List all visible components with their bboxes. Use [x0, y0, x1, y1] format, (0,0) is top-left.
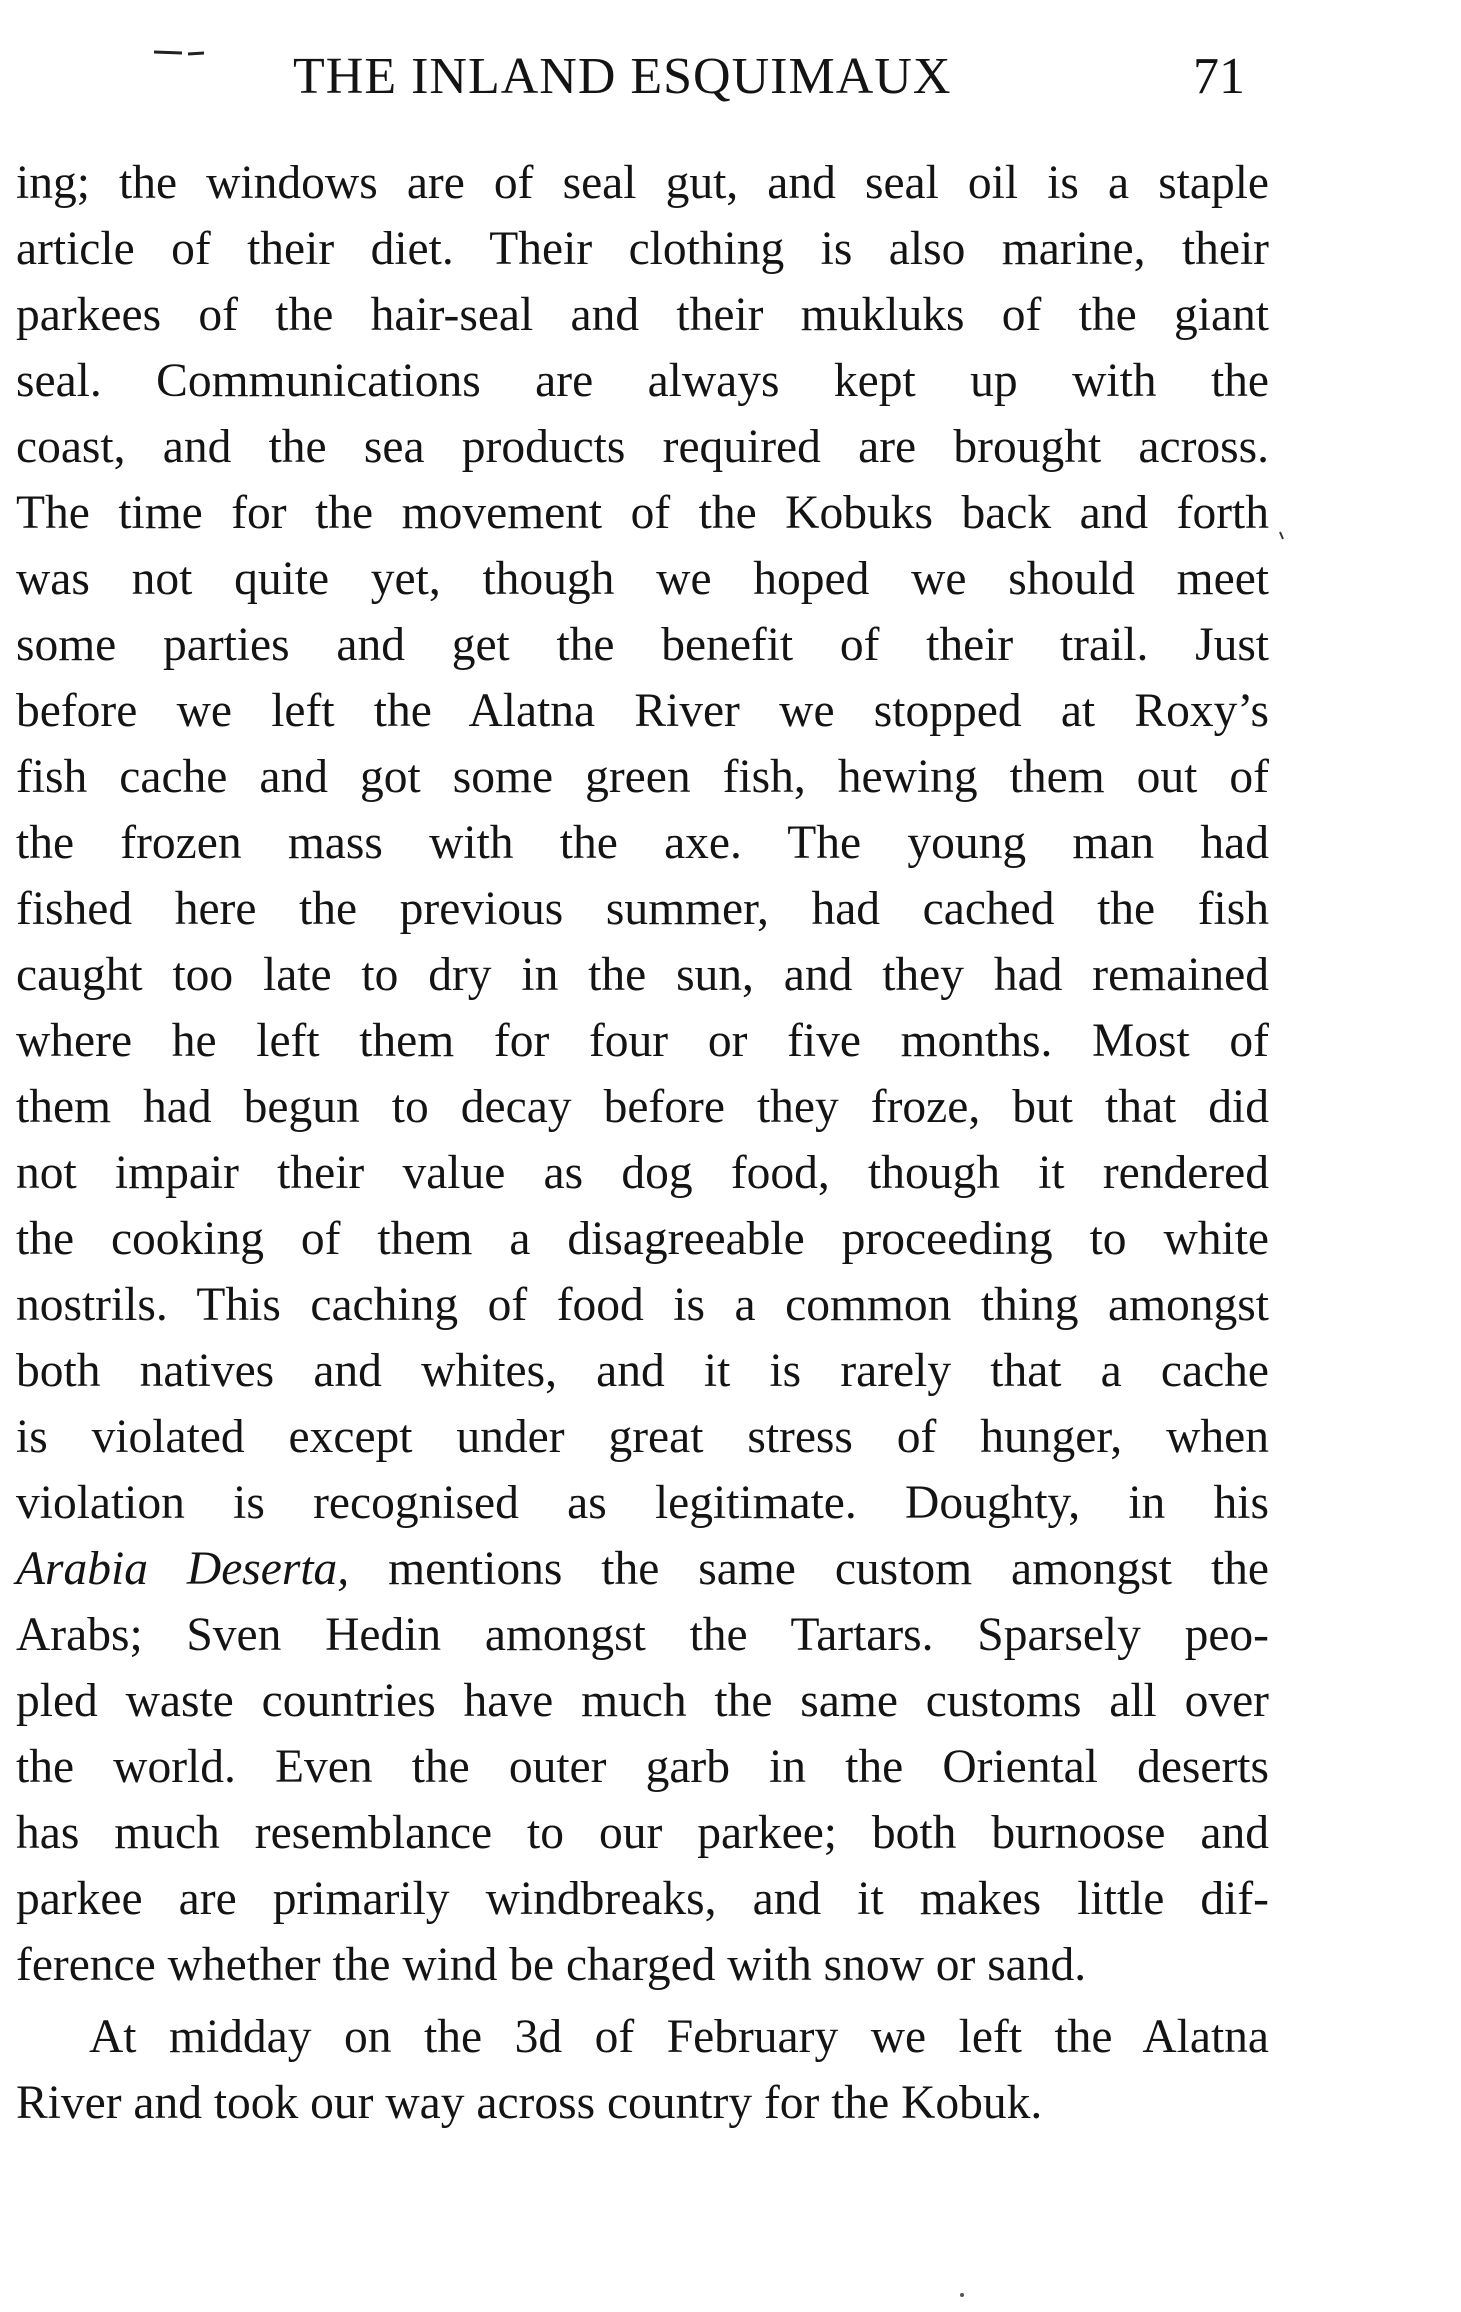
text-line: is violated except under great stress of hunger, when [16, 1411, 1269, 1463]
page-number: 71 [1193, 48, 1245, 105]
text-line: not impair their value as dog food, though it rendered [16, 1147, 1269, 1199]
text-line: both natives and whites, and it is rarely that a cache [16, 1345, 1269, 1397]
text-line: some parties and get the benefit of their trail. Just [16, 619, 1269, 671]
text-line: parkee are primarily windbreaks, and it makes little dif- [16, 1873, 1269, 1925]
text-line: where he left them for four or five months. Most of [16, 1015, 1269, 1067]
page-header [0, 42, 1461, 112]
text-line: coast, and the sea products required are brought across. [16, 421, 1269, 473]
text-line: Arabs; Sven Hedin amongst the Tartars. Sparsely peo- [16, 1609, 1269, 1661]
text-line: River and took our way across country for the Kobuk. [16, 2077, 1043, 2129]
text-line: fished here the previous summer, had cached the fish [16, 883, 1269, 935]
text-line: them had begun to decay before they froze, but that did [16, 1081, 1269, 1133]
stray-mark [1278, 530, 1286, 542]
text-line: seal. Communications are always kept up with the [16, 355, 1269, 407]
text-line: has much resemblance to our parkee; both burnoose and [16, 1807, 1269, 1859]
body-text [16, 150, 1269, 2136]
text-line: article of their diet. Their clothing is also marine, their [16, 223, 1269, 275]
text-line: ing; the windows are of seal gut, and seal oil is a staple [16, 157, 1269, 209]
text-line-with-italic-title [16, 1536, 1269, 1602]
stray-dot [958, 2290, 966, 2300]
text-line: violation is recognised as legitimate. Doughty, in his [16, 1477, 1269, 1529]
text-line: nostrils. This caching of food is a common thing amongst [16, 1279, 1269, 1331]
text-line: pled waste countries have much the same customs all over [16, 1675, 1269, 1727]
text-line: ference whether the wind be charged with snow or sand. [16, 1939, 1087, 1991]
text-line: parkees of the hair-seal and their mukluks of the giant [16, 289, 1269, 341]
text-line: the frozen mass with the axe. The young man had [16, 817, 1269, 869]
running-title: THE INLAND ESQUIMAUX [293, 48, 952, 105]
text-line: At midday on the 3d of February we left the Alatna [89, 2011, 1269, 2063]
printer-smudge-mark [152, 46, 252, 58]
text-line: was not quite yet, though we hoped we should meet [16, 553, 1269, 605]
text-line-rest: mentions the same custom amongst the [349, 1543, 1269, 1595]
text-line: fish cache and got some green fish, hewing them out of [16, 751, 1269, 803]
text-line: the cooking of them a disagreeable proceeding to white [16, 1213, 1269, 1265]
text-line: The time for the movement of the Kobuks back and forth [16, 487, 1269, 539]
text-line: caught too late to dry in the sun, and they had remained [16, 949, 1269, 1001]
text-line: before we left the Alatna River we stopped at Roxy’s [16, 685, 1269, 737]
text-line: the world. Even the outer garb in the Oriental deserts [16, 1741, 1269, 1793]
book-title-italic: Arabia Deserta, [16, 1543, 350, 1595]
